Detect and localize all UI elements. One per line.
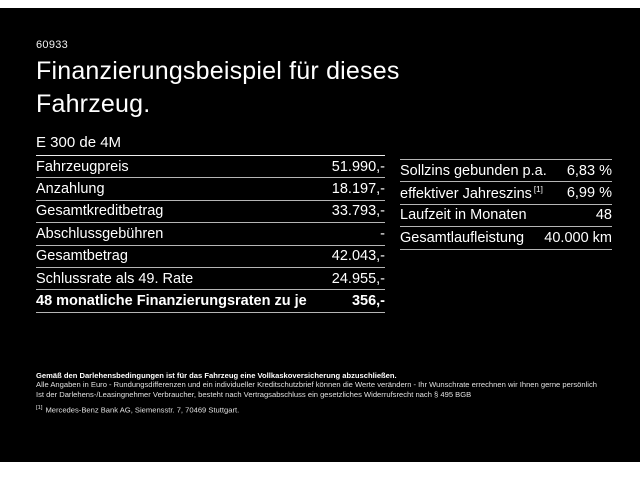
row-value: 51.990,- (331, 158, 385, 175)
row-label: Laufzeit in Monaten (400, 207, 527, 224)
bank-footnote (36, 405, 239, 415)
row-label: Schlussrate als 49. Rate (36, 270, 194, 287)
table-row (36, 200, 385, 222)
row-value: 18.197,- (331, 181, 385, 198)
row-label: Fahrzeugpreis (36, 158, 129, 175)
table-row (400, 226, 612, 248)
conditions-table (400, 159, 612, 250)
disclaimer-line-2: Ist der Darlehens-/Leasingnehmer Verbraucher, besteht nach Vertragsabschluss ein gesetzliches Widerrufsrecht nach § 495 BGB (36, 389, 472, 399)
row-value: 6,99 % (566, 185, 612, 202)
table-row (36, 155, 385, 177)
row-label: Abschlussgebühren (36, 225, 164, 242)
page-title-line1: Finanzierungsbeispiel für dieses (36, 57, 400, 85)
vehicle-model: E 300 de 4M (36, 134, 122, 151)
table-row (36, 289, 385, 311)
row-value: 24.955,- (331, 270, 385, 287)
page-title (36, 55, 400, 120)
disclaimer-line-1: Alle Angaben in Euro - Rundungsdifferenzen und ein individueller Kreditschutzbrief können die Werte verändern - Ihr Wunschrate errechnen wir Ihnen gerne persönlich (36, 380, 598, 390)
row-value: 6,83 % (566, 162, 612, 179)
footnote-text: Mercedes-Benz Bank AG, Siemensstr. 7, 70469 Stuttgart. (45, 405, 240, 415)
row-label: Gesamtkreditbetrag (36, 203, 164, 220)
footnote-marker: [1] (533, 184, 543, 194)
table-row (400, 204, 612, 226)
row-value: 48 (595, 207, 612, 224)
row-label: 48 monatliche Finanzierungsraten zu je (36, 293, 307, 310)
table-row (36, 245, 385, 267)
page-title-line2: Fahrzeug. (36, 89, 151, 118)
row-value: 356,- (351, 293, 385, 310)
footnote-marker: [1] (36, 405, 43, 411)
table-row (36, 267, 385, 289)
row-label: Gesamtlaufleistung (400, 229, 525, 246)
row-value: 42.043,- (331, 248, 385, 265)
legal-footer (36, 371, 611, 399)
insurance-note: Gemäß den Darlehensbedingungen ist für das Fahrzeug eine Vollkaskoversicherung abzuschließen. (36, 371, 397, 380)
row-label: Anzahlung (36, 181, 105, 198)
row-label: effektiver Jahreszins [1] (400, 184, 543, 202)
row-value: 33.793,- (331, 203, 385, 220)
table-row (400, 181, 612, 203)
table-row (36, 177, 385, 199)
table-row (400, 159, 612, 181)
table-row (36, 222, 385, 244)
ref-number: 60933 (36, 39, 69, 51)
row-value: 40.000 km (544, 229, 612, 246)
row-value: - (380, 225, 385, 242)
row-label: Sollzins gebunden p.a. (400, 162, 547, 179)
financing-table (36, 155, 385, 313)
row-label: Gesamtbetrag (36, 248, 128, 265)
